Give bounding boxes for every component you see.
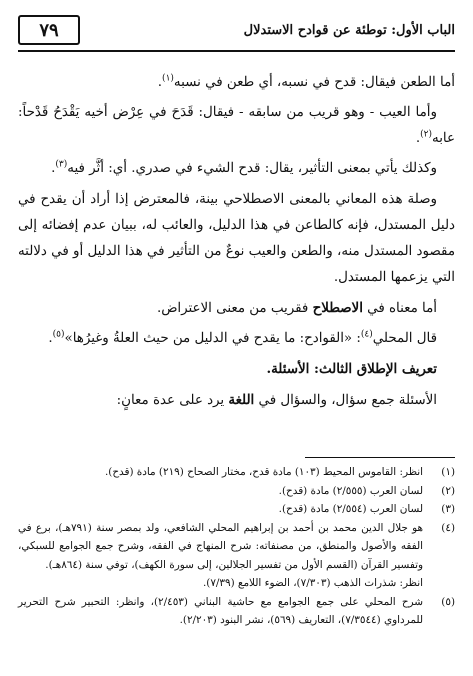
footnote-number: (٣)	[441, 503, 455, 516]
footnote-ref: (٢)	[420, 129, 433, 140]
footnote-text: انظر: القاموس المحيط (١٠٣) مادة قدح، مختار الصحاح (٢١٩) مادة (قدح).	[104, 466, 423, 478]
paragraph-istilah: أما معناه في الاصطلاح فقريب من معنى الاعتراض.	[156, 300, 437, 317]
paragraph-asila: الأسئلة جمع سؤال، والسؤال في اللغة يرد على عدة معانٍ:	[116, 391, 437, 408]
footnote-text: هو جلال الدين محمد بن أحمد بن إبراهيم المحلي الشافعي، ولد بمصر سنة (٧٩١هـ)، برع في الفقه والأصول والمنطق، من مصنفاته: شرح المنهاج في الفقه، وشرح جمع الجوامع للسبكي، وتفسير القرآن (القسم الأول من تفسير الجلالين، إلى سورة الكهف)، توفي سنة (٨٦٤هـ).	[18, 521, 423, 571]
paragraph-ayb: وأما العيب - وهو قريب من سابقه - فيقال: قَدَحَ في عِرْض أخيه يَقْدَحُ قَدْحاً: عابه$^{(٢)}$.	[18, 105, 455, 147]
footnote-item	[18, 500, 455, 519]
footnote-number: (٢)	[441, 484, 455, 497]
page-number: ٧٩	[18, 15, 80, 45]
section-heading: تعريف الإطلاق الثالث: الأسئلة.	[266, 361, 437, 378]
footnote-text: شرح المحلي على جمع الجوامع مع حاشية البناني (٢/٤٥٣)، وانظر: التحبير شرح التحرير للمرداوي (٧/٣٥٤٤)، التعاريف (٥٦٩)، نشر البنود (٢/٢٠٣).	[18, 595, 423, 627]
main-text	[18, 70, 455, 418]
footnote-item	[18, 519, 455, 575]
running-title: الباب الأول: توطئة عن قوادح الاستدلال	[243, 22, 455, 38]
footnote-text: انظر: شذرات الذهب (٧/٣٠٣)، الضوء اللامع (٧/٣٩).	[202, 577, 423, 590]
paragraph-taan: أما الطعن فيقال: قدح في نسبه، أي طعن في نسبه$^{(١)}$.	[157, 73, 455, 90]
footnote-item	[18, 482, 455, 501]
footnote-ref: (١)	[162, 73, 174, 84]
footnote-item	[18, 593, 455, 630]
paragraph-relation: وصلة هذه المعاني بالمعنى الاصطلاحي بينة، فالمعترض إذا أراد أن يقدح في دليل المستدل، فإنه كالطاعن في هذا الدليل، والعائب له، ببيان عدم إفضائه إلى مقصود المستدل منه، والطعن والعيب نوعٌ من التأثير في هذا الدليل أو في دلالته التي يزعمها المستدل.	[18, 191, 455, 285]
footnote-number: (٥)	[441, 595, 455, 608]
paragraph-tathir: وكذلك يأتي بمعنى التأثير، يقال: قدح الشيء في صدري. أي: أثَّر فيه$^{(٣)}$.	[51, 159, 437, 177]
footnote-item	[18, 574, 455, 593]
term-lugha: اللغة	[228, 391, 255, 408]
footnote-ref: (٤)	[360, 329, 373, 340]
footnote-ref: (٣)	[55, 159, 68, 170]
term-istilah: الاصطلاح	[312, 300, 363, 317]
paragraph-quote: قال المحلي$^{(٤)}$: «القوادح: ما يقدح في الدليل من حيث العلةُ وغيرُها»$^{(٥)}$.	[48, 329, 437, 347]
page-header	[18, 10, 455, 52]
footnote-divider	[305, 457, 455, 458]
footnote-number: (١)	[441, 466, 455, 478]
footnote-number: (٤)	[441, 521, 455, 534]
footnotes	[18, 463, 455, 630]
footnote-item	[18, 463, 455, 482]
footnote-text: لسان العرب (٢/٥٥٤) مادة (قدح).	[278, 503, 423, 516]
footnote-text: لسان العرب (٢/٥٥٥) مادة (قدح).	[278, 484, 423, 497]
footnote-ref: (٥)	[52, 329, 65, 340]
footnote-number	[423, 574, 455, 593]
